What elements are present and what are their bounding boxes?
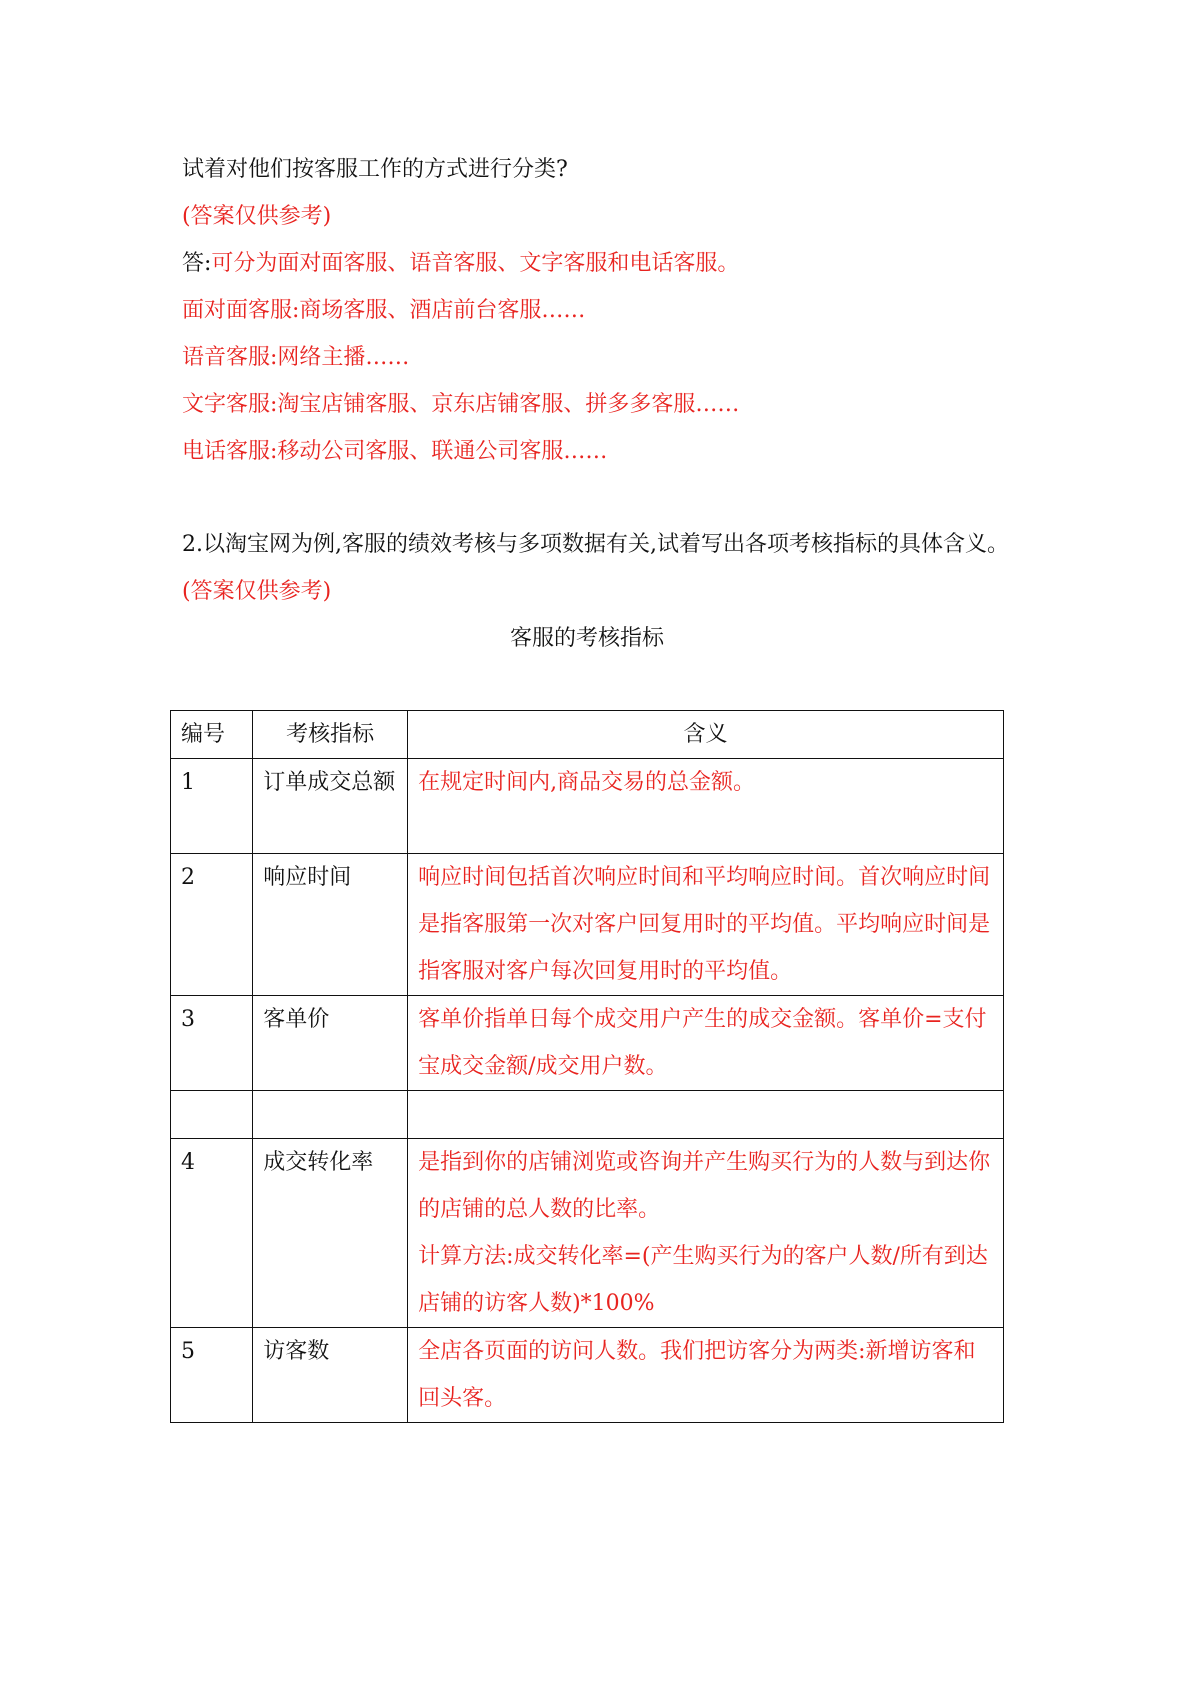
meaning-text: 客单价指单日每个成交用户产生的成交金额。客单价=支付宝成交金额/成交用户数。 [418, 1007, 987, 1079]
question-1: 试着对他们按客服工作的方式进行分类? [182, 157, 568, 182]
table-row [171, 854, 1004, 996]
meaning-text: 响应时间包括首次响应时间和平均响应时间。首次响应时间是指客服第一次对客户回复用时的平均值。平均响应时间是指客服对客户每次回复用时的平均值。 [418, 865, 991, 984]
header-meaning: 含义 [408, 711, 1004, 759]
table-row [171, 996, 1004, 1091]
reference-note-2: (答案仅供参考) [182, 579, 332, 604]
row-metric: 响应时间 [253, 854, 408, 996]
answer-prefix: 答: [182, 251, 212, 276]
row-number [171, 1091, 253, 1139]
category-text: 文字客服:淘宝店铺客服、京东店铺客服、拼多多客服…… [182, 392, 740, 417]
answer-text: 可分为面对面客服、语音客服、文字客服和电话客服。 [211, 251, 740, 276]
table-row-empty [171, 1091, 1004, 1139]
row-metric: 订单成交总额 [253, 759, 408, 854]
metrics-table [170, 710, 1004, 1423]
row-number: 5 [171, 1328, 253, 1423]
row-meaning [408, 996, 1004, 1091]
row-meaning [408, 759, 1004, 854]
answer-line [182, 240, 1022, 287]
row-meaning [408, 1328, 1004, 1423]
row-metric: 客单价 [253, 996, 408, 1091]
row-metric: 访客数 [253, 1328, 408, 1423]
header-metric: 考核指标 [253, 711, 408, 759]
category-voice: 语音客服:网络主播…… [182, 345, 410, 370]
table-row [171, 1139, 1004, 1328]
row-number: 1 [171, 759, 253, 854]
row-number: 4 [171, 1139, 253, 1328]
row-meaning [408, 854, 1004, 996]
meaning-formula: 计算方法:成交转化率=(产生购买行为的客户人数/所有到达店铺的访客人数)*100% [418, 1244, 988, 1316]
header-number: 编号 [171, 711, 253, 759]
row-meaning [408, 1139, 1004, 1328]
category-face-to-face: 面对面客服:商场客服、酒店前台客服…… [182, 298, 586, 323]
reference-note-1: (答案仅供参考) [182, 204, 332, 229]
table-caption: 客服的考核指标 [509, 626, 664, 651]
table-row [171, 1328, 1004, 1423]
meaning-text: 是指到你的店铺浏览或咨询并产生购买行为的人数与到达你的店铺的总人数的比率。 [418, 1150, 991, 1222]
meaning-text: 全店各页面的访问人数。我们把访客分为两类:新增访客和回头客。 [418, 1339, 976, 1411]
row-metric: 成交转化率 [253, 1139, 408, 1328]
question-2: 2.以淘宝网为例,客服的绩效考核与多项数据有关,试着写出各项考核指标的具体含义。 [182, 532, 1009, 557]
row-number: 2 [171, 854, 253, 996]
table-row [171, 759, 1004, 854]
table-header-row [171, 711, 1004, 759]
row-metric [253, 1091, 408, 1139]
category-phone: 电话客服:移动公司客服、联通公司客服…… [182, 439, 608, 464]
row-meaning [408, 1091, 1004, 1139]
meaning-text: 在规定时间内,商品交易的总金额。 [418, 770, 756, 795]
document-page [182, 146, 1022, 662]
row-number: 3 [171, 996, 253, 1091]
